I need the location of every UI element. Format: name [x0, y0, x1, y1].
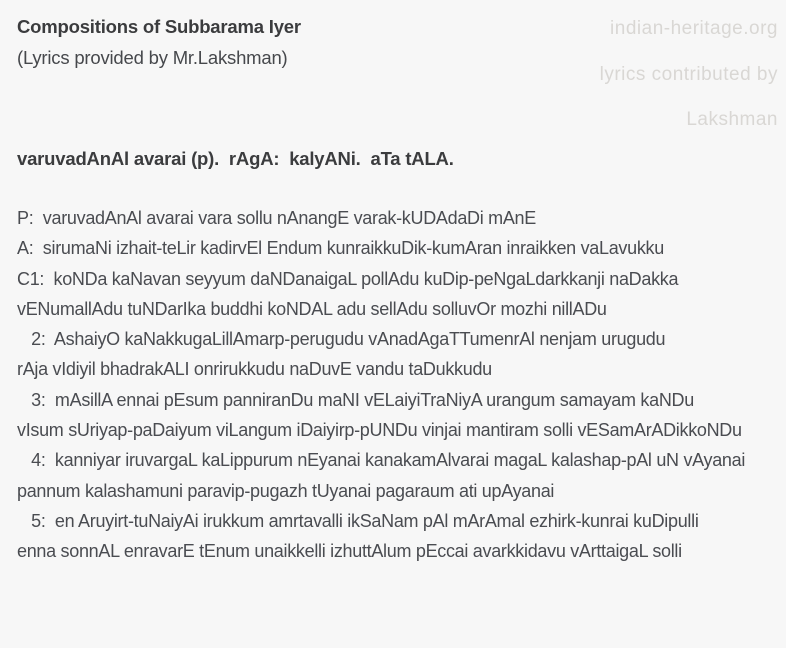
- lyric-line-charanam1-cont: vENumallAdu tuNDarIka buddhi koNDAL adu sellAdu solluvOr mozhi nillADu: [17, 298, 607, 319]
- lyric-line-charanam4-cont: pannum kalashamuni paravip-pugazh tUyanai pagaraum ati upAyanai: [17, 480, 555, 501]
- lyric-line-charanam5-cont: enna sonnAL enravarE tEnum unaikkelli izhuttAlum pEccai avarkkidavu vArttaigaL solli: [17, 541, 682, 562]
- song-lyrics: [17, 203, 776, 567]
- lyric-line-charanam1: C1: koNDa kaNavan seyyum daNDanaigaL pollAdu kuDip-peNgaLdarkkanji naDakka: [17, 268, 679, 289]
- lyric-line-charanam2-cont: rAja vIdiyil bhadrakALI onrirukkudu naDuvE vandu taDukkudu: [17, 359, 492, 380]
- page-title: Compositions of Subbarama Iyer: [17, 16, 301, 37]
- song-title: varuvadAnAl avarai (p). rAgA: kalyANi. aTa tALA.: [17, 148, 454, 169]
- lyric-line-pallavi: P: varuvadAnAl avarai vara sollu nAnangE varak-kUDAdaDi mAnE: [17, 208, 536, 228]
- lyric-line-charanam5: 5: en Aruyirt-tuNaiyAi irukkum amrtavalli ikSaNam pAl mArAmal ezhirk-kunrai kuDipulli: [17, 510, 699, 531]
- lyric-line-charanam3: 3: mAsillA ennai pEsum panniranDu maNI vELaiyiTraNiyA urangum samayam kaNDu: [17, 389, 694, 410]
- lyric-line-charanam3-cont: vIsum sUriyap-paDaiyum viLangum iDaiyirp-pUNDu vinjai mantiram solli vESamArADikkoNDu: [17, 420, 742, 441]
- watermark-line-site: indian-heritage.org: [610, 18, 778, 39]
- page-subtitle: (Lyrics provided by Mr.Lakshman): [17, 47, 288, 68]
- watermark-line-credit: lyrics contributed by: [599, 63, 778, 85]
- lyric-line-anupallavi: A: sirumaNi izhait-teLir kadirvEl Endum kunraikkuDik-kumAran inraikken vaLavukku: [17, 238, 664, 259]
- lyric-line-charanam4: 4: kanniyar iruvargaL kaLippurum nEyanai kanakamAlvarai magaL kalashap-pAl uN vAyanai: [17, 450, 746, 471]
- page-header: [17, 11, 776, 73]
- lyric-line-charanam2: 2: AshaiyO kaNakkugaLillAmarp-perugudu vAnadAgaTTumenrAl nenjam urugudu: [17, 329, 666, 350]
- watermark-line-author: Lakshman: [686, 109, 778, 130]
